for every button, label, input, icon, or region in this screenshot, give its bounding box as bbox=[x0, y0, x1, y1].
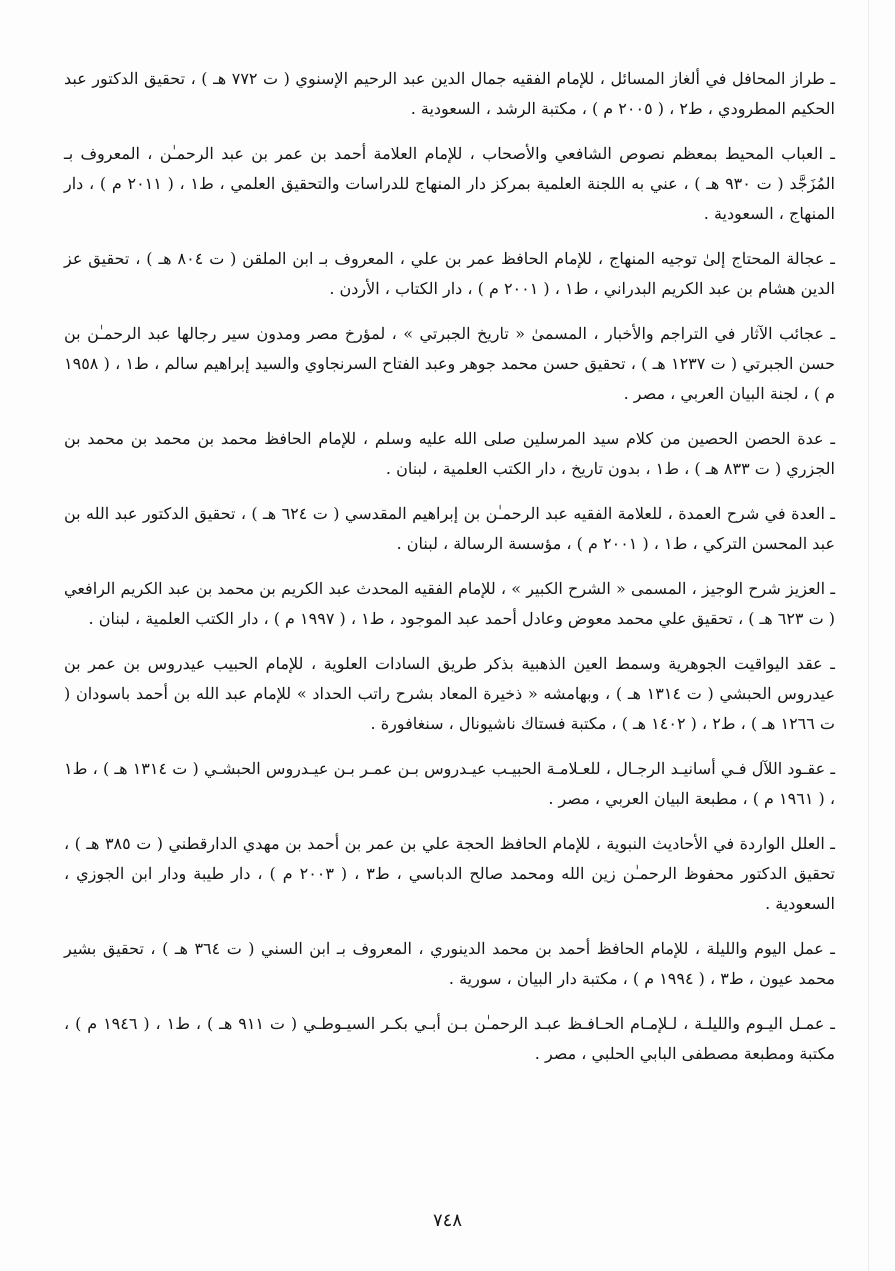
entry-text: ـ طراز المحافل في ألغاز المسائل ، للإمام الفقيه جمال الدين عبد الرحيم الإسنوي ( ت ٧٧٢ هـ ) ، تحقيق الدكتور عبد الحكيم المطرودي ، ط٢ ، ( ٢٠٠٥ م ) ، مكتبة الرشد ، السعودية . bbox=[64, 69, 836, 118]
entry-text: ـ عمل اليوم والليلة ، للإمام الحافظ أحمد بن محمد الدينوري ، المعروف بـ ابن السني ( ت ٣٦٤ هـ ) ، تحقيق بشير محمد عيون ، ط٣ ، ( ١٩٩٤ م ) ، مكتبة دار البيان ، سورية . bbox=[64, 939, 835, 988]
entry-text: ـ العدة في شرح العمدة ، للعلامة الفقيه عبد الرحمـٰن بن إبراهيم المقدسي ( ت ٦٢٤ هـ ) ، تحقيق الدكتور عبد الله بن عبد المحسن التركي ، ط١ ، ( ٢٠٠١ م ) ، مؤسسة الرسالة ، لبنان . bbox=[64, 504, 835, 553]
entry-text: ـ العلل الواردة في الأحاديث النبوية ، للإمام الحافظ الحجة علي بن عمر بن أحمد بن مهدي الدارقطني ( ت ٣٨٥ هـ ) ، تحقيق الدكتور محفوظ الرحمـٰن زين الله ومحمد صالح الدباسي ، ط٣ ، ( ٢٠٠٣ م ) ، دار طيبة ودار ابن الجوزي ، السعودية . bbox=[64, 834, 836, 913]
bibliography-entry bbox=[64, 319, 835, 409]
bibliography-entry bbox=[64, 754, 835, 814]
entry-text: ـ عقـود اللآل فـي أسانيـد الرجـال ، للعـلامـة الحبيـب عيـدروس بـن عمـر بـن عيـدروس الحبشـي ( ت ١٣١٤ هـ ) ، ط١ ، ( ١٩٦١ م ) ، مطبعة البيان العربي ، مصر . bbox=[64, 759, 836, 808]
entry-text: ـ العباب المحيط بمعظم نصوص الشافعي والأصحاب ، للإمام العلامة أحمد بن عمر بن عبد الرحمـٰن ، المعروف بـ المُزَجَّد ( ت ٩٣٠ هـ ) ، عني به اللجنة العلمية بمركز دار المنهاج للدراسات والتحقيق العلمي ، ط١ ، ( ٢٠١١ م ) ، دار المنهاج ، السعودية . bbox=[64, 144, 836, 223]
bibliography-entry bbox=[64, 934, 835, 994]
bibliography-entry bbox=[64, 424, 835, 484]
entry-text: ـ العزيز شرح الوجيز ، المسمى « الشرح الكبير » ، للإمام الفقيه المحدث عبد الكريم بن محمد بن عبد الكريم الرافعي ( ت ٦٢٣ هـ ) ، تحقيق علي محمد معوض وعادل أحمد عبد الموجود ، ط١ ، ( ١٩٩٧ م ) ، دار الكتب العلمية ، لبنان . bbox=[64, 579, 835, 628]
bibliography-list bbox=[64, 64, 835, 1084]
entry-text: ـ عمـل اليـوم والليلـة ، لـلإمـام الحـافـظ عبـد الرحمـٰن بـن أبـي بكـر السيـوطـي ( ت ٩١١ هـ ) ، ط١ ، ( ١٩٤٦ م ) ، مكتبة ومطبعة مصطفى البابي الحلبي ، مصر . bbox=[64, 1014, 835, 1063]
entry-text: ـ عجائب الآثار في التراجم والأخبار ، المسمىٰ « تاريخ الجبرتي » ، لمؤرخ مصر ومدون سير رجالها عبد الرحمـٰن بن حسن الجبرتي ( ت ١٢٣٧ هـ ) ، تحقيق حسن محمد جوهر وعبد الفتاح السرنجاوي والسيد إبراهيم سالم ، ط١ ، ( ١٩٥٨ م ) ، لجنة البيان العربي ، مصر . bbox=[64, 324, 835, 403]
entry-text: ـ عجالة المحتاج إلىٰ توجيه المنهاج ، للإمام الحافظ عمر بن علي ، المعروف بـ ابن الملقن ( ت ٨٠٤ هـ ) ، تحقيق عز الدين هشام بن عبد الكريم البدراني ، ط١ ، ( ٢٠٠١ م ) ، دار الكتاب ، الأردن . bbox=[64, 249, 835, 298]
page-edge-line bbox=[868, 0, 869, 1271]
page-number: ٧٤٨ bbox=[432, 1210, 462, 1231]
bibliography-entry bbox=[64, 829, 835, 919]
entry-text: ـ عدة الحصن الحصين من كلام سيد المرسلين صلى الله عليه وسلم ، للإمام الحافظ محمد بن محمد بن محمد بن الجزري ( ت ٨٣٣ هـ ) ، ط١ ، بدون تاريخ ، دار الكتب العلمية ، لبنان . bbox=[64, 429, 835, 478]
bibliography-entry bbox=[64, 649, 835, 739]
bibliography-entry bbox=[64, 574, 835, 634]
entry-text: ـ عقد اليواقيت الجوهرية وسمط العين الذهبية بذكر طريق السادات العلوية ، للإمام الحبيب عيدروس بن عمر بن عيدروس الحبشي ( ت ١٣١٤ هـ ) ، وبهامشه « ذخيرة المعاد بشرح راتب الحداد » للإمام عبد الله بن أحمد باسودان ( ت ١٢٦٦ هـ ) ، ط٢ ، ( ١٤٠٢ هـ ) ، مكتبة فستاك ناشيونال ، سنغافورة . bbox=[64, 654, 835, 733]
bibliography-entry bbox=[64, 244, 835, 304]
bibliography-entry bbox=[64, 1009, 835, 1069]
bibliography-entry bbox=[64, 499, 835, 559]
bibliography-entry bbox=[64, 64, 835, 124]
bibliography-entry bbox=[64, 139, 835, 229]
